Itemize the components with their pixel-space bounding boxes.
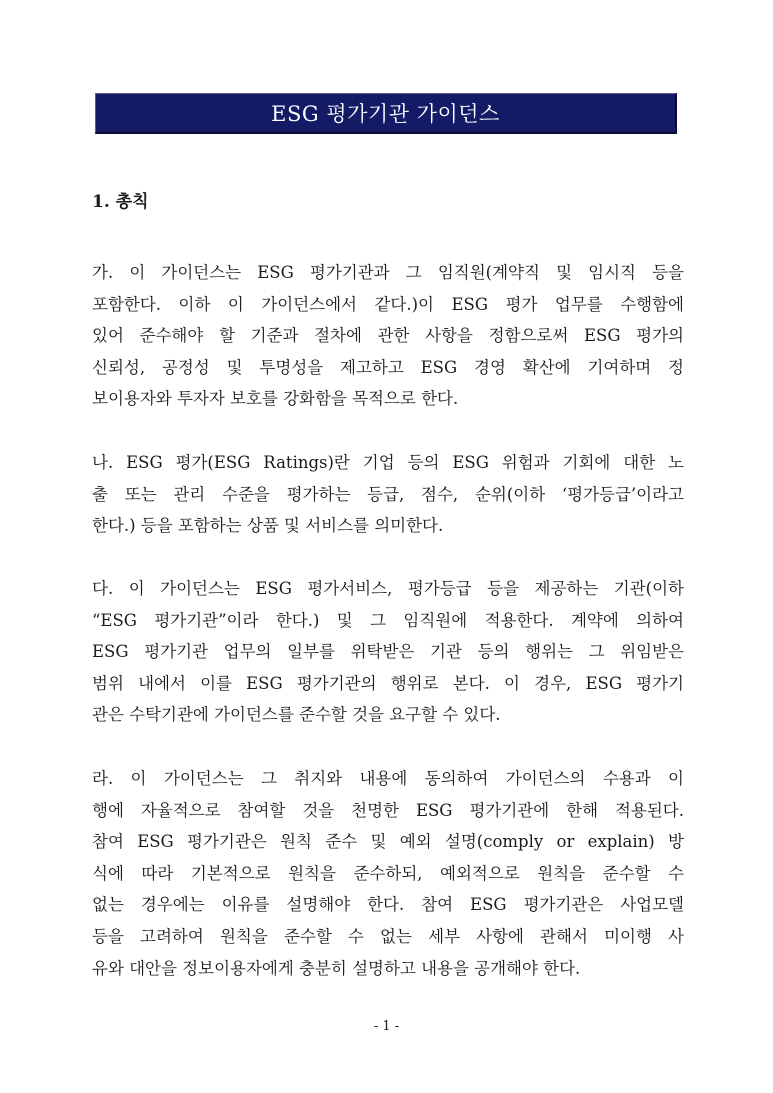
paragraph-line: 라. 이 가이던스는 그 취지와 내용에 동의하여 가이던스의 수용과 이 [92,769,684,788]
paragraph-da [92,573,684,731]
paragraph-line: 한다.) 등을 포함하는 상품 및 서비스를 의미한다. [92,516,444,536]
paragraph-ga [92,257,684,415]
paragraph-line: 보이용자와 투자자 보호를 강화함을 목적으로 한다. [92,389,459,409]
paragraph-line: 없는 경우에는 이유를 설명해야 한다. 참여 ESG 평가기관은 사업모델 [92,895,684,915]
paragraph-na [92,447,684,542]
paragraph-line: 있어 준수해야 할 기준과 절차에 관한 사항을 정함으로써 ESG 평가의 [92,326,684,346]
paragraph-line: 나. ESG 평가(ESG Ratings)란 기업 등의 ESG 위험과 기회에 대한 노 [92,453,684,472]
paragraph-line: 행에 자율적으로 참여할 것을 천명한 ESG 평가기관에 한해 적용된다. [92,800,684,820]
paragraph-line: 관은 수탁기관에 가이던스를 준수할 것을 요구할 수 있다. [92,705,501,725]
page-number: - 1 - [373,1019,400,1034]
paragraph-line: 참여 ESG 평가기관은 원칙 준수 및 예외 설명(comply or explain) 방 [92,832,684,852]
paragraph-ra [92,763,684,984]
paragraph-line: 식에 따라 기본적으로 원칙을 준수하되, 예외적으로 원칙을 준수할 수 [92,863,684,883]
section-heading: 1. 총칙 [92,192,149,212]
title-banner [95,93,677,134]
paragraph-line: 유와 대안을 정보이용자에게 충분히 설명하고 내용을 공개해야 한다. [92,958,581,978]
paragraph-line: “ESG 평가기관”이라 한다.) 및 그 임직원에 적용한다. 계약에 의하여 [92,610,684,630]
paragraph-line: 등을 고려하여 원칙을 준수할 수 없는 세부 사항에 관해서 미이행 사 [92,926,684,946]
paragraph-line: 가. 이 가이던스는 ESG 평가기관과 그 임직원(계약직 및 임시직 등을 [92,263,684,282]
paragraph-line: ESG 평가기관 업무의 일부를 위탁받은 기관 등의 행위는 그 위임받은 [92,642,684,662]
paragraph-line: 신뢰성, 공정성 및 투명성을 제고하고 ESG 경영 확산에 기여하며 정 [92,357,684,377]
paragraph-line: 다. 이 가이던스는 ESG 평가서비스, 평가등급 등을 제공하는 기관(이하 [92,579,684,598]
paragraph-line: 포함한다. 이하 이 가이던스에서 같다.)이 ESG 평가 업무를 수행함에 [92,294,684,314]
paragraph-line: 출 또는 관리 수준을 평가하는 등급, 점수, 순위(이하 ‘평가등급’이라고 [92,484,684,504]
document-title: ESG 평가기관 가이던스 [271,102,500,126]
paragraph-line: 범위 내에서 이를 ESG 평가기관의 행위로 본다. 이 경우, ESG 평가기 [92,673,684,693]
